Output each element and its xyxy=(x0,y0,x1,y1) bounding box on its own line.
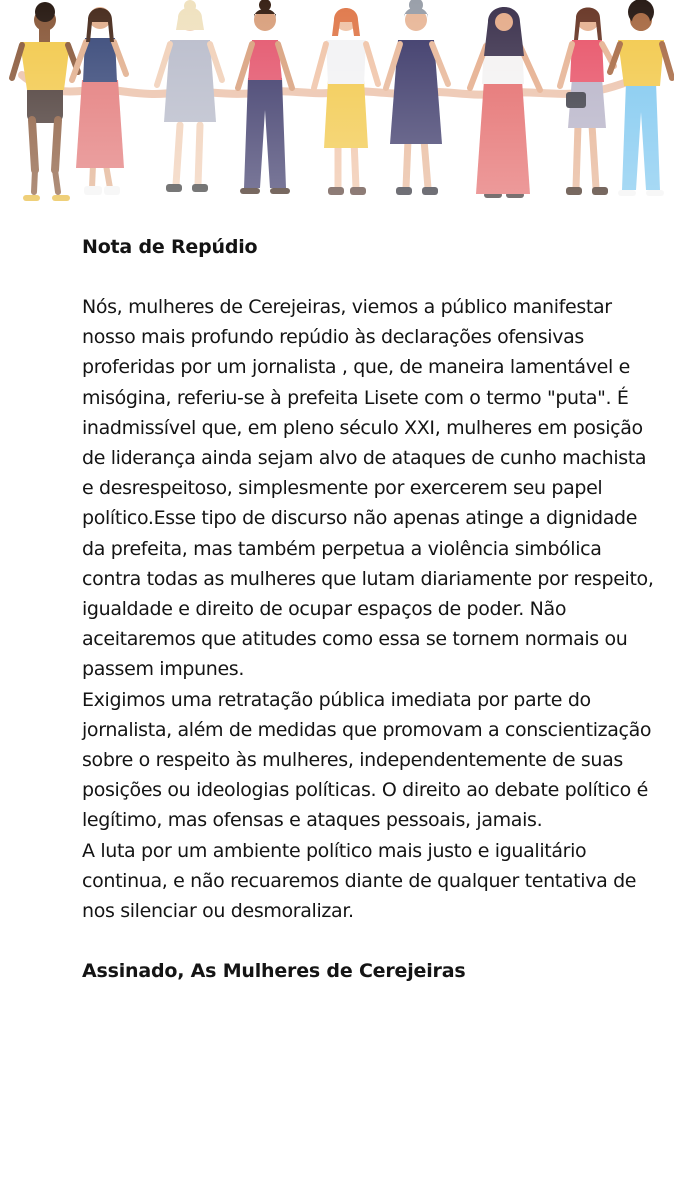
note-paragraph-2: Exigimos uma retratação pública imediata por parte do jornalista, além de medidas que promovam a conscientização sobre o respeito às mulheres, independentemente de suas posições ou ideologias políticas. O direito ao debate político é legítimo, mas ofensas e ataques pessoais, jamais. xyxy=(82,688,652,832)
note-paragraph-1: Nós, mulheres de Cerejeiras, viemos a público manifestar nosso mais profundo repúdio às declarações ofensivas proferidas por um jornalista , que, de maneira lamentável e misógina, referiu-se à prefeita Lisete com o termo "puta". É inadmissível que, em pleno século XXI, mulheres em posição de liderança ainda sejam alvo de ataques de cunho machista e desrespeitoso, simplesmente por exercerem seu papel político.Esse tipo de discurso não apenas atinge a dignidade da prefeita, mas também perpetua a violência simbólica contra todas as mulheres que lutam diariamente por respeito, igualdade e direito de ocupar espaços de poder. Não aceitaremos que atitudes como essa se tornem normais ou passem impunes. xyxy=(82,296,654,681)
women-holding-hands-illustration xyxy=(0,0,674,215)
repudiation-note xyxy=(82,232,657,986)
note-title: Nota de Repúdio xyxy=(82,236,258,258)
note-signature: Assinado, As Mulheres de Cerejeiras xyxy=(82,960,466,983)
note-paragraph-3: A luta por um ambiente político mais justo e igualitário continua, e não recuaremos diante de qualquer tentativa de nos silenciar ou desmoralizar. xyxy=(82,839,637,923)
